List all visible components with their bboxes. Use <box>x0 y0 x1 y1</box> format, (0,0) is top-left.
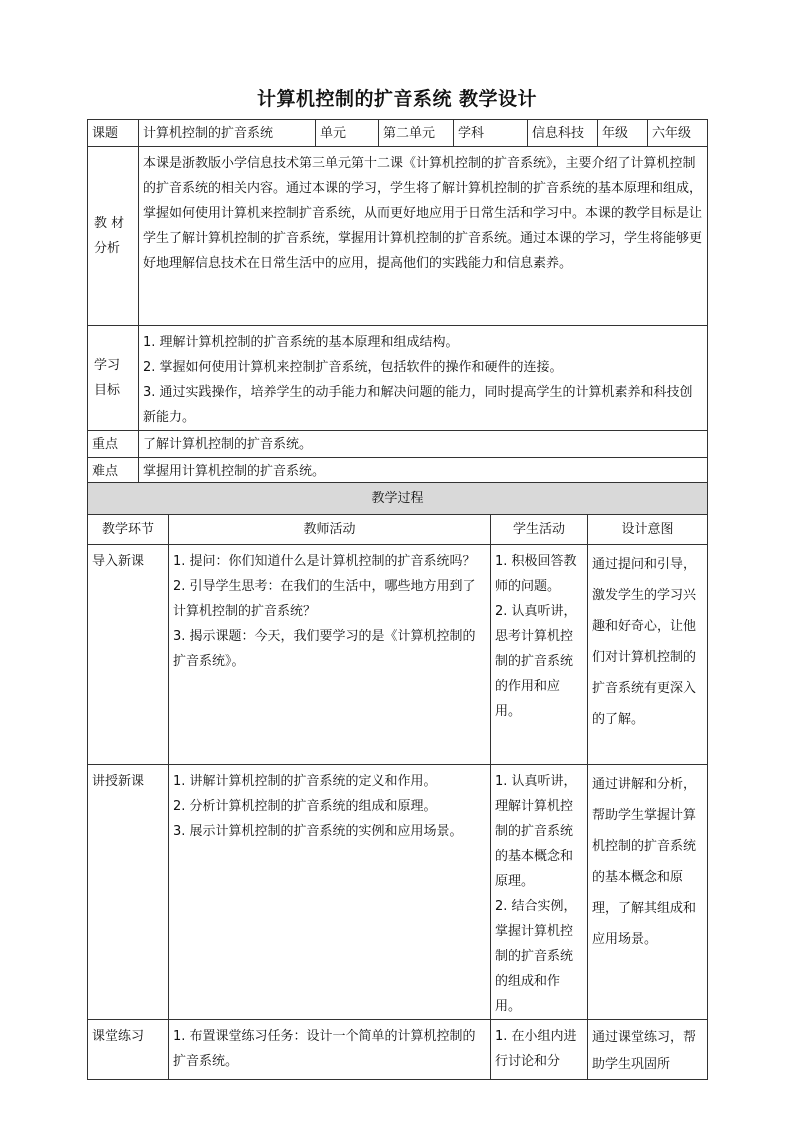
teacher-activity-item: 2. 引导学生思考：在我们的生活中，哪些地方用到了计算机控制的扩音系统？ <box>173 579 476 619</box>
objectives-list <box>139 326 708 431</box>
analysis-text: 本课是浙教版小学信息技术第三单元第十二课《计算机控制的扩音系统》，主要介绍了计算机控制的扩音系统的相关内容。通过本课的学习，学生将了解计算机控制的扩音系统的基本原理和组成，掌握如何使用计算机来控制扩音系统，从而更好地应用于日常生活和学习中。本课的教学目标是让学生了解计算机控制的扩音系统，掌握用计算机控制的扩音系统。通过本课的学习，学生将能够更好地理解信息技术在日常生活中的应用，提高他们的实践能力和信息素养。 <box>139 147 708 326</box>
table-row <box>88 1020 708 1080</box>
objectives-label-line1: 学习 <box>94 358 121 373</box>
objective-item: 2. 掌握如何使用计算机来控制扩音系统，包括软件的操作和硬件的连接。 <box>143 360 563 375</box>
teacher-activity-cell <box>169 765 491 1020</box>
difficulty-text: 掌握用计算机控制的扩音系统。 <box>139 458 708 485</box>
student-activity-item: 2. 结合实例，掌握计算机控制的扩音系统的组成和作用。 <box>495 899 577 1014</box>
teacher-activity-item: 1. 布置课堂练习任务：设计一个简单的计算机控制的扩音系统。 <box>173 1029 476 1069</box>
analysis-label-line2: 分析 <box>94 241 121 256</box>
table-row <box>88 765 708 1020</box>
grade-value: 六年级 <box>648 120 708 147</box>
subject-value: 信息科技 <box>528 120 598 147</box>
unit-label: 单元 <box>316 120 379 147</box>
key-point-text: 了解计算机控制的扩音系统。 <box>139 431 708 458</box>
design-intent-cell: 通过讲解和分析，帮助学生掌握计算机控制的扩音系统的基本概念和原理，了解其组成和应用场景。 <box>588 765 708 1020</box>
teacher-activity-item: 2. 分析计算机控制的扩音系统的组成和原理。 <box>173 799 437 814</box>
column-header-student: 学生活动 <box>491 515 588 545</box>
difficulty-label: 难点 <box>88 458 139 485</box>
teaching-process-table <box>87 482 708 1080</box>
course-value: 计算机控制的扩音系统 <box>139 120 316 147</box>
stage-cell: 导入新课 <box>88 545 169 765</box>
student-activity-item: 1. 积极回答教师的问题。 <box>495 554 577 594</box>
teacher-activity-item: 3. 展示计算机控制的扩音系统的实例和应用场景。 <box>173 824 463 839</box>
column-header-stage: 教学环节 <box>88 515 169 545</box>
teacher-activity-cell <box>169 545 491 765</box>
course-label: 课题 <box>88 120 139 147</box>
student-activity-item: 1. 在小组内进行讨论和分 <box>495 1029 577 1069</box>
teacher-activity-item: 1. 讲解计算机控制的扩音系统的定义和作用。 <box>173 774 437 789</box>
stage-cell: 讲授新课 <box>88 765 169 1020</box>
objectives-label-line2: 目标 <box>94 383 121 398</box>
stage-cell: 课堂练习 <box>88 1020 169 1080</box>
objective-item: 1. 理解计算机控制的扩音系统的基本原理和组成结构。 <box>143 335 459 350</box>
student-activity-item: 2. 认真听讲，思考计算机控制的扩音系统的作用和应用。 <box>495 604 577 719</box>
document-title: 计算机控制的扩音系统 教学设计 <box>256 88 538 110</box>
student-activity-cell <box>491 545 588 765</box>
objectives-label <box>88 326 139 431</box>
table-row <box>88 545 708 765</box>
lesson-info-table <box>87 119 708 485</box>
subject-label: 学科 <box>454 120 528 147</box>
teacher-activity-item: 3. 揭示课题：今天，我们要学习的是《计算机控制的扩音系统》。 <box>173 629 476 669</box>
design-intent-cell: 通过课堂练习，帮助学生巩固所 <box>588 1020 708 1080</box>
student-activity-item: 1. 认真听讲，理解计算机控制的扩音系统的基本概念和原理。 <box>495 774 577 889</box>
grade-label: 年级 <box>598 120 648 147</box>
objective-item: 3. 通过实践操作，培养学生的动手能力和解决问题的能力，同时提高学生的计算机素养和科技创新能力。 <box>143 385 693 425</box>
design-intent-cell: 通过提问和引导，激发学生的学习兴趣和好奇心，让他们对计算机控制的扩音系统有更深入的了解。 <box>588 545 708 765</box>
unit-value: 第二单元 <box>379 120 454 147</box>
key-point-label: 重点 <box>88 431 139 458</box>
process-header: 教学过程 <box>88 483 708 515</box>
teacher-activity-item: 1. 提问：你们知道什么是计算机控制的扩音系统吗？ <box>173 554 476 569</box>
student-activity-cell <box>491 1020 588 1080</box>
analysis-label <box>88 147 139 326</box>
teacher-activity-cell <box>169 1020 491 1080</box>
column-header-intent: 设计意图 <box>588 515 708 545</box>
analysis-label-line1: 教 材 <box>94 216 125 231</box>
student-activity-cell <box>491 765 588 1020</box>
column-header-teacher: 教师活动 <box>169 515 491 545</box>
